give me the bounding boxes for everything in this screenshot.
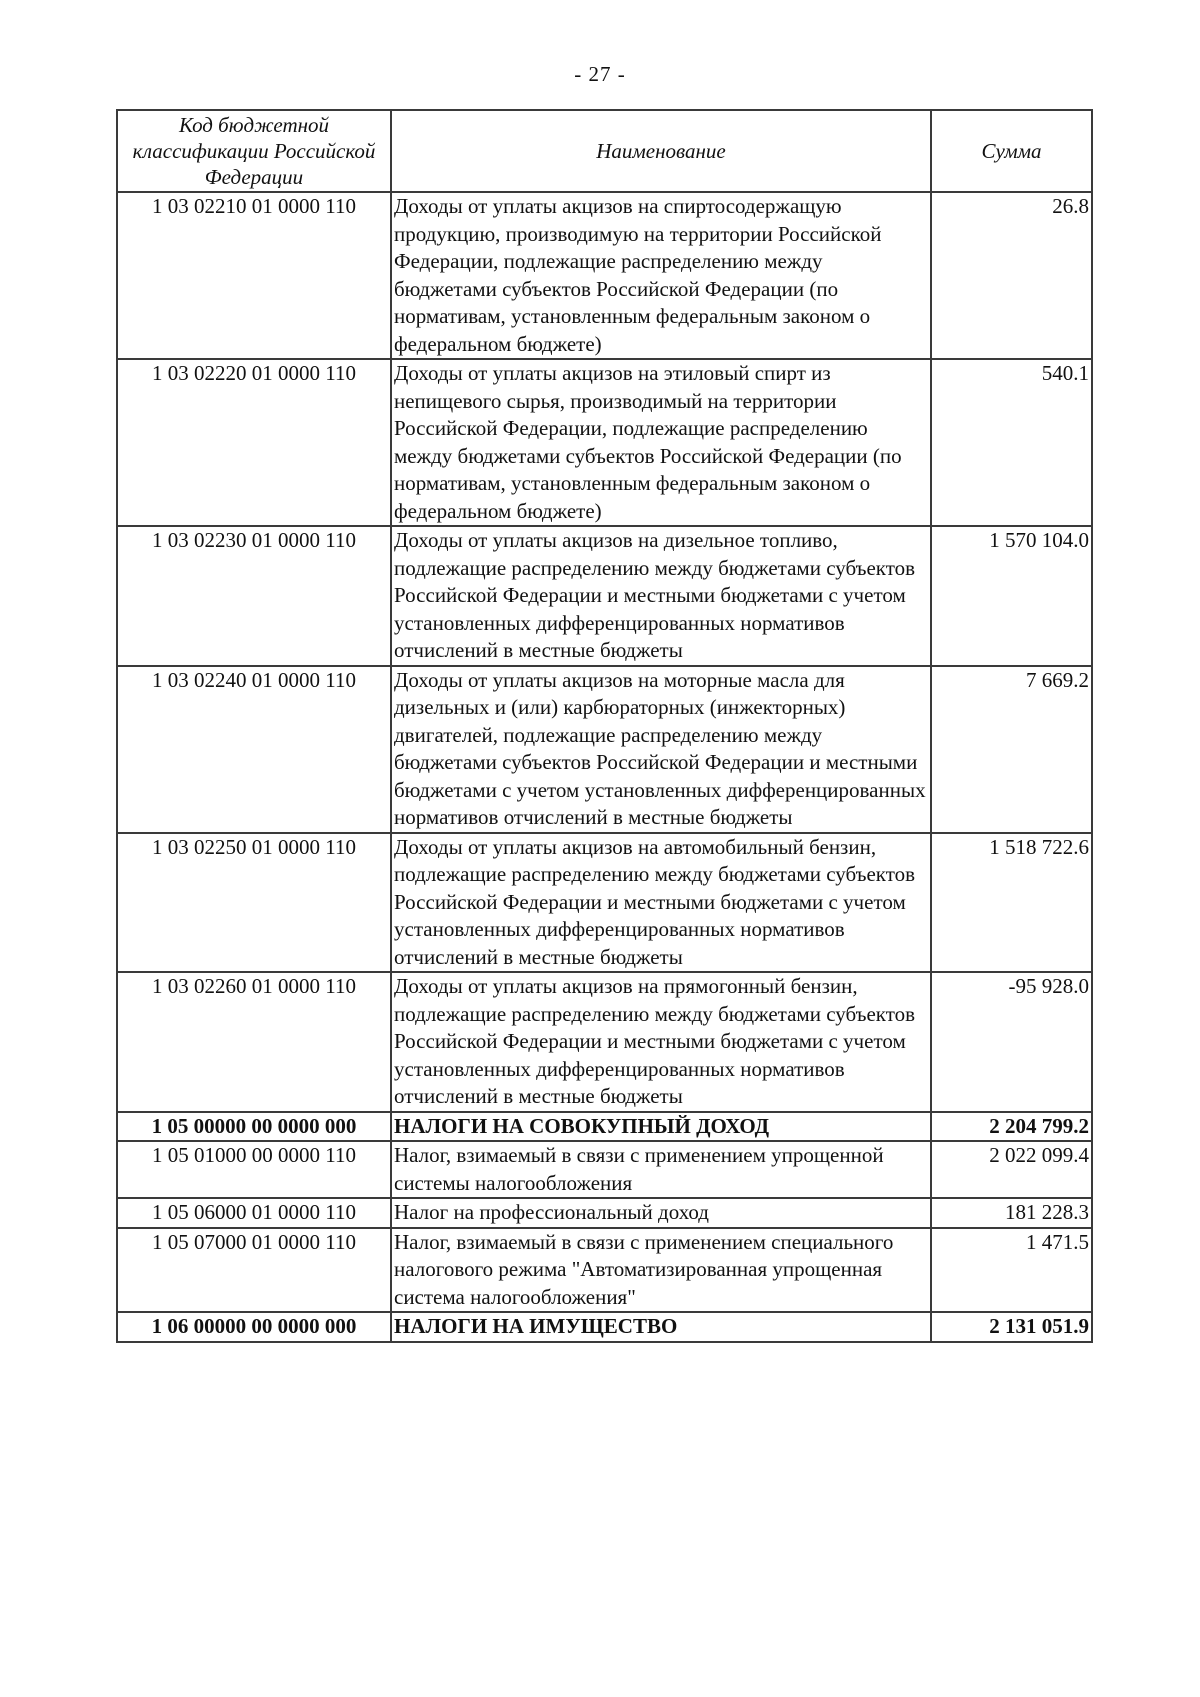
header-name: Наименование — [391, 110, 931, 192]
header-code: Код бюджетной классификации Российской Федерации — [117, 110, 391, 192]
row-name: НАЛОГИ НА СОВОКУПНЫЙ ДОХОД — [391, 1112, 931, 1142]
row-code: 1 03 02210 01 0000 110 — [117, 192, 391, 359]
row-code: 1 05 07000 01 0000 110 — [117, 1228, 391, 1313]
page-number: - 27 - — [574, 62, 626, 86]
row-code: 1 03 02240 01 0000 110 — [117, 666, 391, 833]
header-sum: Сумма — [931, 110, 1092, 192]
table-row — [117, 1228, 1092, 1313]
table-row — [117, 833, 1092, 973]
row-sum: 7 669.2 — [931, 666, 1092, 833]
table-header-row — [117, 110, 1092, 192]
row-name: Доходы от уплаты акцизов на автомобильный бензин, подлежащие распределению между бюджетами субъектов Российской Федерации и местными бюджетами с учетом установленных дифференцированных нормативов отчислений в местные бюджеты — [391, 833, 931, 973]
row-sum: 540.1 — [931, 359, 1092, 526]
row-name: Налог, взимаемый в связи с применением упрощенной системы налогообложения — [391, 1141, 931, 1198]
table-row — [117, 1141, 1092, 1198]
row-code: 1 05 00000 00 0000 000 — [117, 1112, 391, 1142]
row-sum: 2 131 051.9 — [931, 1312, 1092, 1342]
row-code: 1 05 06000 01 0000 110 — [117, 1198, 391, 1228]
budget-revenue-table — [116, 109, 1093, 1343]
row-sum: 26.8 — [931, 192, 1092, 359]
row-sum: 2 204 799.2 — [931, 1112, 1092, 1142]
row-sum: 2 022 099.4 — [931, 1141, 1092, 1198]
row-sum: 1 570 104.0 — [931, 526, 1092, 666]
row-sum: 1 471.5 — [931, 1228, 1092, 1313]
table-row-section — [117, 1312, 1092, 1342]
table-row — [117, 666, 1092, 833]
row-name: Доходы от уплаты акцизов на прямогонный бензин, подлежащие распределению между бюджетами субъектов Российской Федерации и местными бюджетами с учетом установленных дифференцированных нормативов отчислений в местные бюджеты — [391, 972, 931, 1112]
row-sum: 1 518 722.6 — [931, 833, 1092, 973]
row-name: Доходы от уплаты акцизов на этиловый спирт из непищевого сырья, производимый на территории Российской Федерации, подлежащие распределению между бюджетами субъектов Российской Федерации (по нормативам, установленным федеральным законом о федеральном бюджете) — [391, 359, 931, 526]
table-row — [117, 359, 1092, 526]
row-code: 1 03 02230 01 0000 110 — [117, 526, 391, 666]
row-code: 1 03 02260 01 0000 110 — [117, 972, 391, 1112]
row-sum: -95 928.0 — [931, 972, 1092, 1112]
row-name: Налог, взимаемый в связи с применением специального налогового режима "Автоматизированная упрощенная система налогообложения" — [391, 1228, 931, 1313]
table-row — [117, 526, 1092, 666]
row-name: Налог на профессиональный доход — [391, 1198, 931, 1228]
row-name: НАЛОГИ НА ИМУЩЕСТВО — [391, 1312, 931, 1342]
row-code: 1 06 00000 00 0000 000 — [117, 1312, 391, 1342]
row-sum: 181 228.3 — [931, 1198, 1092, 1228]
row-name: Доходы от уплаты акцизов на моторные масла для дизельных и (или) карбюраторных (инжекторных) двигателей, подлежащие распределению между бюджетами субъектов Российской Федерации и местными бюджетами с учетом установленных дифференцированных нормативов отчислений в местные бюджеты — [391, 666, 931, 833]
row-code: 1 03 02220 01 0000 110 — [117, 359, 391, 526]
table-row — [117, 1198, 1092, 1228]
row-name: Доходы от уплаты акцизов на спиртосодержащую продукцию, производимую на территории Российской Федерации, подлежащие распределению между бюджетами субъектов Российской Федерации (по нормативам, установленным федеральным законом о федеральном бюджете) — [391, 192, 931, 359]
row-name: Доходы от уплаты акцизов на дизельное топливо, подлежащие распределению между бюджетами субъектов Российской Федерации и местными бюджетами с учетом установленных дифференцированных нормативов отчислений в местные бюджеты — [391, 526, 931, 666]
table-row-section — [117, 1112, 1092, 1142]
row-code: 1 03 02250 01 0000 110 — [117, 833, 391, 973]
row-code: 1 05 01000 00 0000 110 — [117, 1141, 391, 1198]
table-row — [117, 192, 1092, 359]
table-row — [117, 972, 1092, 1112]
